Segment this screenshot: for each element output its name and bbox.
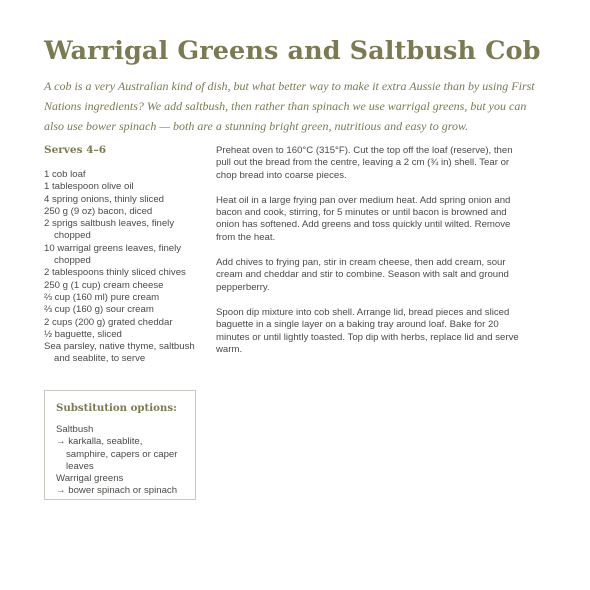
ingredient-item: 2 sprigs saltbush leaves, finely chopped xyxy=(44,218,175,242)
method-steps xyxy=(216,145,528,369)
ingredient-item: 2 cups (200 g) grated cheddar xyxy=(44,316,173,328)
ingredient-item: ⅔ cup (160 g) sour cream xyxy=(44,304,154,316)
substitution-item-options: → bower spinach or spinach xyxy=(56,485,178,497)
recipe-title: Warrigal Greens and Saltbush Cob xyxy=(44,36,541,66)
substitution-body xyxy=(56,424,186,498)
method-step: Heat oil in a large frying pan over medium heat. Add spring onion and bacon and cook, stirring, for 5 minutes or until bacon is browned and onion has softened. Add greens and toss quickly until wilted. Remove from the heat. xyxy=(216,194,511,243)
method-step: Spoon dip mixture into cob shell. Arrange lid, bread pieces and sliced baguette in a single layer on a baking tray around loaf. Bake for 20 minutes or until lightly toasted. Top dip with herbs, replace lid and serve warm. xyxy=(216,306,519,355)
ingredient-item: ⅔ cup (160 ml) pure cream xyxy=(44,291,160,303)
serves-label: Serves 4–6 xyxy=(44,144,107,156)
substitution-title: Substitution options: xyxy=(56,402,177,414)
substitution-item-name: Warrigal greens xyxy=(56,473,124,485)
ingredient-item: 1 cob loaf xyxy=(44,169,86,180)
ingredient-item: 250 g (1 cup) cream cheese xyxy=(44,279,164,291)
recipe-intro: A cob is a very Australian kind of dish, but what better way to make it extra Aussie than by using First Nations ingredients? We add saltbush, then rather than spinach we use warrigal greens, but you can also use bower spinach — both are a stunning bright green, nutritious and easy to grow. xyxy=(44,79,535,133)
ingredient-item: ½ baguette, sliced xyxy=(44,328,122,340)
ingredient-item: 1 tablespoon olive oil xyxy=(44,181,134,193)
ingredient-item: Sea parsley, native thyme, saltbush and seablite, to serve xyxy=(44,341,195,365)
ingredient-item: 10 warrigal greens leaves, finely chopped xyxy=(44,242,182,267)
ingredient-item: 250 g (9 oz) bacon, diced xyxy=(44,205,153,217)
method-step: Add chives to frying pan, stir in cream cheese, then add cream, sour cream and cheddar and stir to combine. Season with salt and ground pepperberry. xyxy=(216,257,509,293)
substitution-item-options: → karkalla, seablite, samphire, capers or caper leaves xyxy=(56,436,178,472)
substitution-item-name: Saltbush xyxy=(56,424,94,435)
ingredient-list xyxy=(44,169,204,366)
method-step: Preheat oven to 160°C (315°F). Cut the top off the loaf (reserve), then pull out the bread from the centre, leaving a 2 cm (¾ in) shell. Tear or chop bread into coarse pieces. xyxy=(216,145,513,181)
ingredient-item: 4 spring onions, thinly sliced xyxy=(44,193,164,205)
ingredient-item: 2 tablespoons thinly sliced chives xyxy=(44,267,186,279)
substitution-box xyxy=(44,390,196,500)
